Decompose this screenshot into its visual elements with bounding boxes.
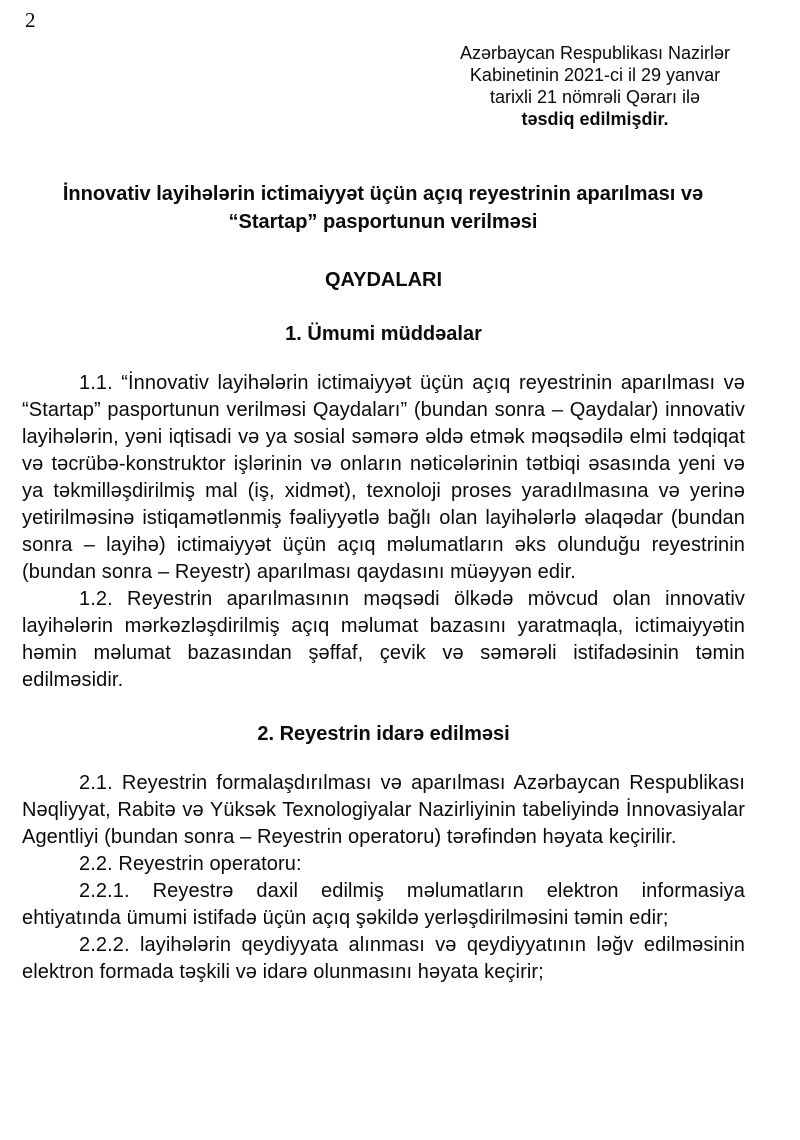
- section-2-heading: 2. Reyestrin idarə edilməsi: [257, 723, 510, 745]
- section-1-heading: 1. Ümumi müddəalar: [285, 323, 482, 345]
- approval-line-1: Azərbaycan Respublikası Nazirlər: [459, 43, 731, 63]
- paragraph-2-2-2: 2.2.2. layihələrin qeydiyyata alınması və qeydiyyatının ləğv edilməsinin elektron formada təşkili və idarə olunmasını həyata keçirir;: [22, 934, 745, 983]
- approval-block: [430, 0, 760, 130]
- document-title: İnnovativ layihələrin ictimaiyyət üçün açıq reyestrinin aparılması və “Startap” pasportunun verilməsi: [62, 183, 704, 233]
- paragraph-2-2: 2.2. Reyestrin operatoru:: [79, 853, 302, 875]
- paragraph-1-1: 1.1. “İnnovativ layihələrin ictimaiyyət üçün açıq reyestrinin aparılması və “Startap” pasportunun verilməsi Qaydaları” (bundan sonra – Qaydalar) innovativ layihələrin, yəni iqtisadi və ya sosial səmərə əldə etmək məqsədilə elmi tədqiqat və təcrübə-konstruktor işlərinin və onların nəticələrinin tətbiqi əsasında yeni və ya təkmilləşdirilmiş mal (iş, xidmət), texnoloji proses yaradılmasına və yerinə yetirilməsinə istiqamətlənmiş fəaliyyətlə bağlı olan layihələrlə əlaqədar (bundan sonra – layihə) ictimaiyyət üçün açıq məlumatların əks olunduğu reyestrinin (bundan sonra – Reyestr) aparılması qaydasını müəyyən edir.: [22, 372, 745, 583]
- document-subtitle: QAYDALARI: [324, 269, 443, 291]
- page-number: 2: [25, 8, 36, 32]
- approval-line-2: Kabinetinin 2021-ci il 29 yanvar: [469, 65, 721, 85]
- paragraph-1-2: 1.2. Reyestrin aparılmasının məqsədi ölkədə mövcud olan innovativ layihələrin mərkəzləşdirilmiş açıq məlumat bazasını yaratmaqla, ictimaiyyətin həmin məlumat bazasından şəffaf, çevik və səmərəli istifadəsinin təmin edilməsidir.: [22, 588, 745, 691]
- paragraph-2-1: 2.1. Reyestrin formalaşdırılması və aparılması Azərbaycan Respublikası Nəqliyyat, Rabitə və Yüksək Texnologiyalar Nazirliyinin tabeliyində İnnovasiyalar Agentliyi (bundan sonra – Reyestrin operatoru) tərəfindən həyata keçirilir.: [22, 772, 745, 848]
- paragraph-2-2-1: 2.2.1. Reyestrə daxil edilmiş məlumatların elektron informasiya ehtiyatında ümumi istifadə üçün açıq şəkildə yerləşdirilməsini təmin edir;: [22, 880, 745, 929]
- approval-line-approved: təsdiq edilmişdir.: [521, 109, 669, 129]
- approval-line-3: tarixli 21 nömrəli Qərarı ilə: [489, 87, 701, 107]
